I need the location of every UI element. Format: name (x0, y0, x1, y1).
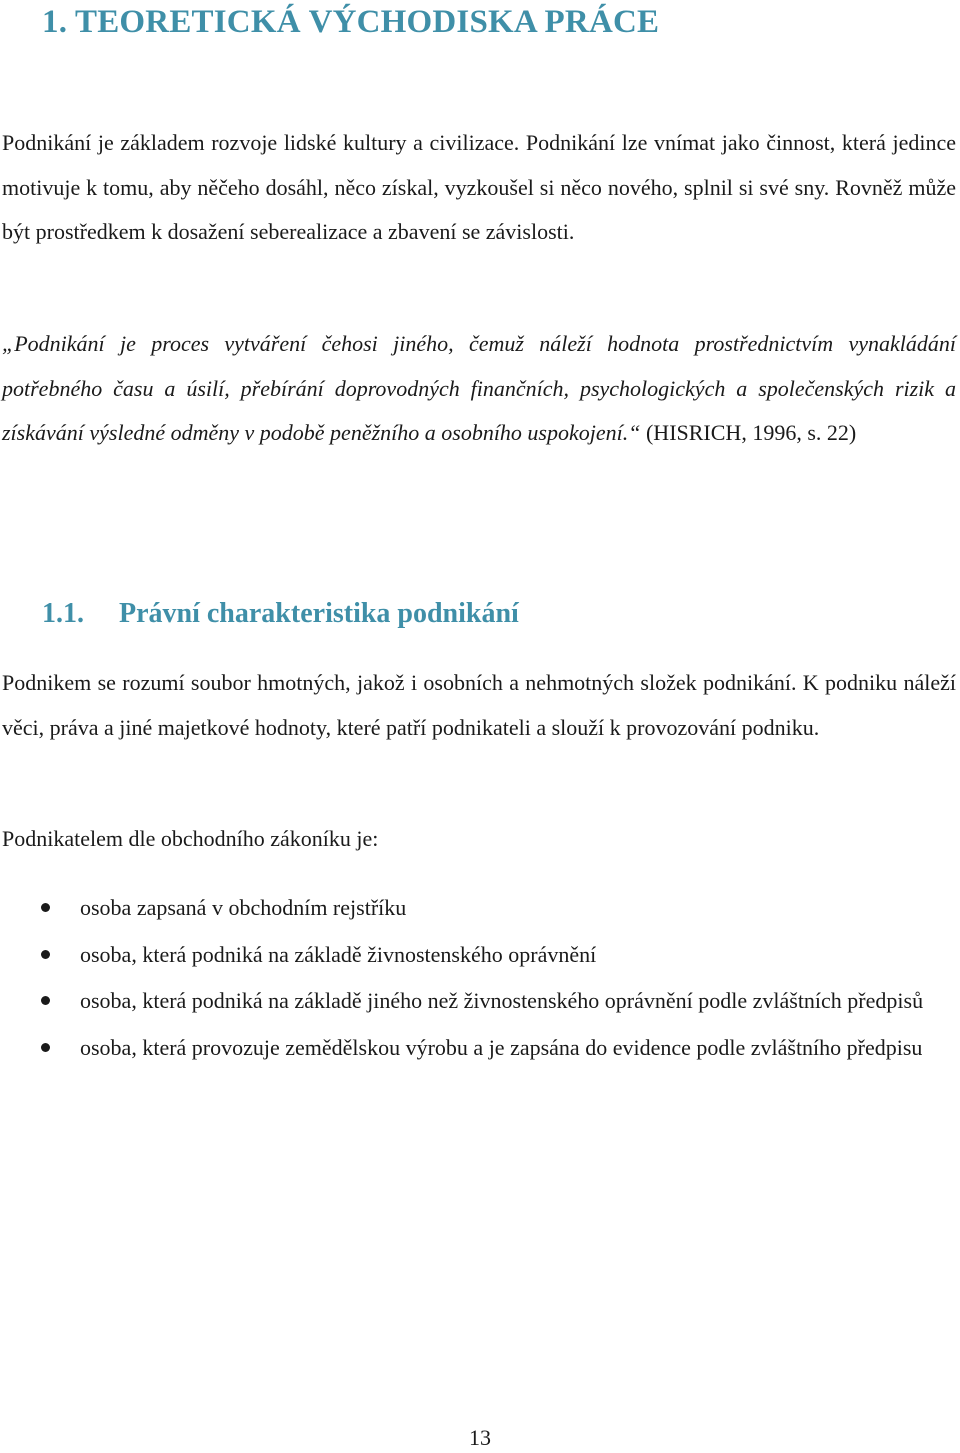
list-item-text: osoba, která provozuje zemědělskou výrobu a je zapsána do evidence podle zvláštního předpisu (80, 1034, 923, 1060)
entrepreneur-intro: Podnikatelem dle obchodního zákoníku je: (2, 826, 379, 851)
section-number: 1.1. (42, 598, 84, 629)
entrepreneur-list (0, 885, 956, 1071)
list-item (0, 885, 956, 930)
bullet-icon (41, 950, 50, 959)
quote-text: „Podnikání je proces vytváření čehosi jiného, čemuž náleží hodnota prostřednictvím vynakládání potřebného času a úsilí, přebírání doprovodných finančních, psychologických a společenských rizik a získávání výsledné odměny v podobě peněžního a osobního uspokojení.“ (2, 331, 956, 446)
quote-paragraph (2, 322, 956, 456)
list-item-text: osoba, která podniká na základě jiného než živnostenského oprávnění podle zvláštních předpisů (80, 988, 924, 1013)
bullet-icon (41, 1043, 50, 1052)
section-title: Právní charakteristika podnikání (119, 598, 519, 629)
list-item (0, 1025, 956, 1070)
list-item (0, 932, 956, 977)
section-heading (42, 596, 519, 632)
list-item (0, 978, 956, 1023)
quote-citation: (HISRICH, 1996, s. 22) (645, 420, 857, 446)
enterprise-paragraph: Podnikem se rozumí soubor hmotných, jakož i osobních a nehmotných složek podnikání. K podniku náleží věci, práva a jiné majetkové hodnoty, které patří podnikateli a slouží k provozování podniku. (2, 670, 956, 740)
list-item-text: osoba zapsaná v obchodním rejstříku (80, 895, 407, 920)
page-number: 13 (469, 1425, 491, 1450)
chapter-heading: 1. TEORETICKÁ VÝCHODISKA PRÁCE (42, 4, 660, 40)
intro-paragraph: Podnikání je základem rozvoje lidské kultury a civilizace. Podnikání lze vnímat jako činnost, která jedince motivuje k tomu, aby něčeho dosáhl, něco získal, vyzkoušel si něco nového, splnil si své sny. Rovněž může být prostředkem k dosažení seberealizace a zbavení se závislosti. (2, 130, 956, 245)
bullet-icon (41, 903, 50, 912)
bullet-icon (41, 996, 50, 1005)
list-item-text: osoba, která podniká na základě živnostenského oprávnění (80, 941, 597, 967)
